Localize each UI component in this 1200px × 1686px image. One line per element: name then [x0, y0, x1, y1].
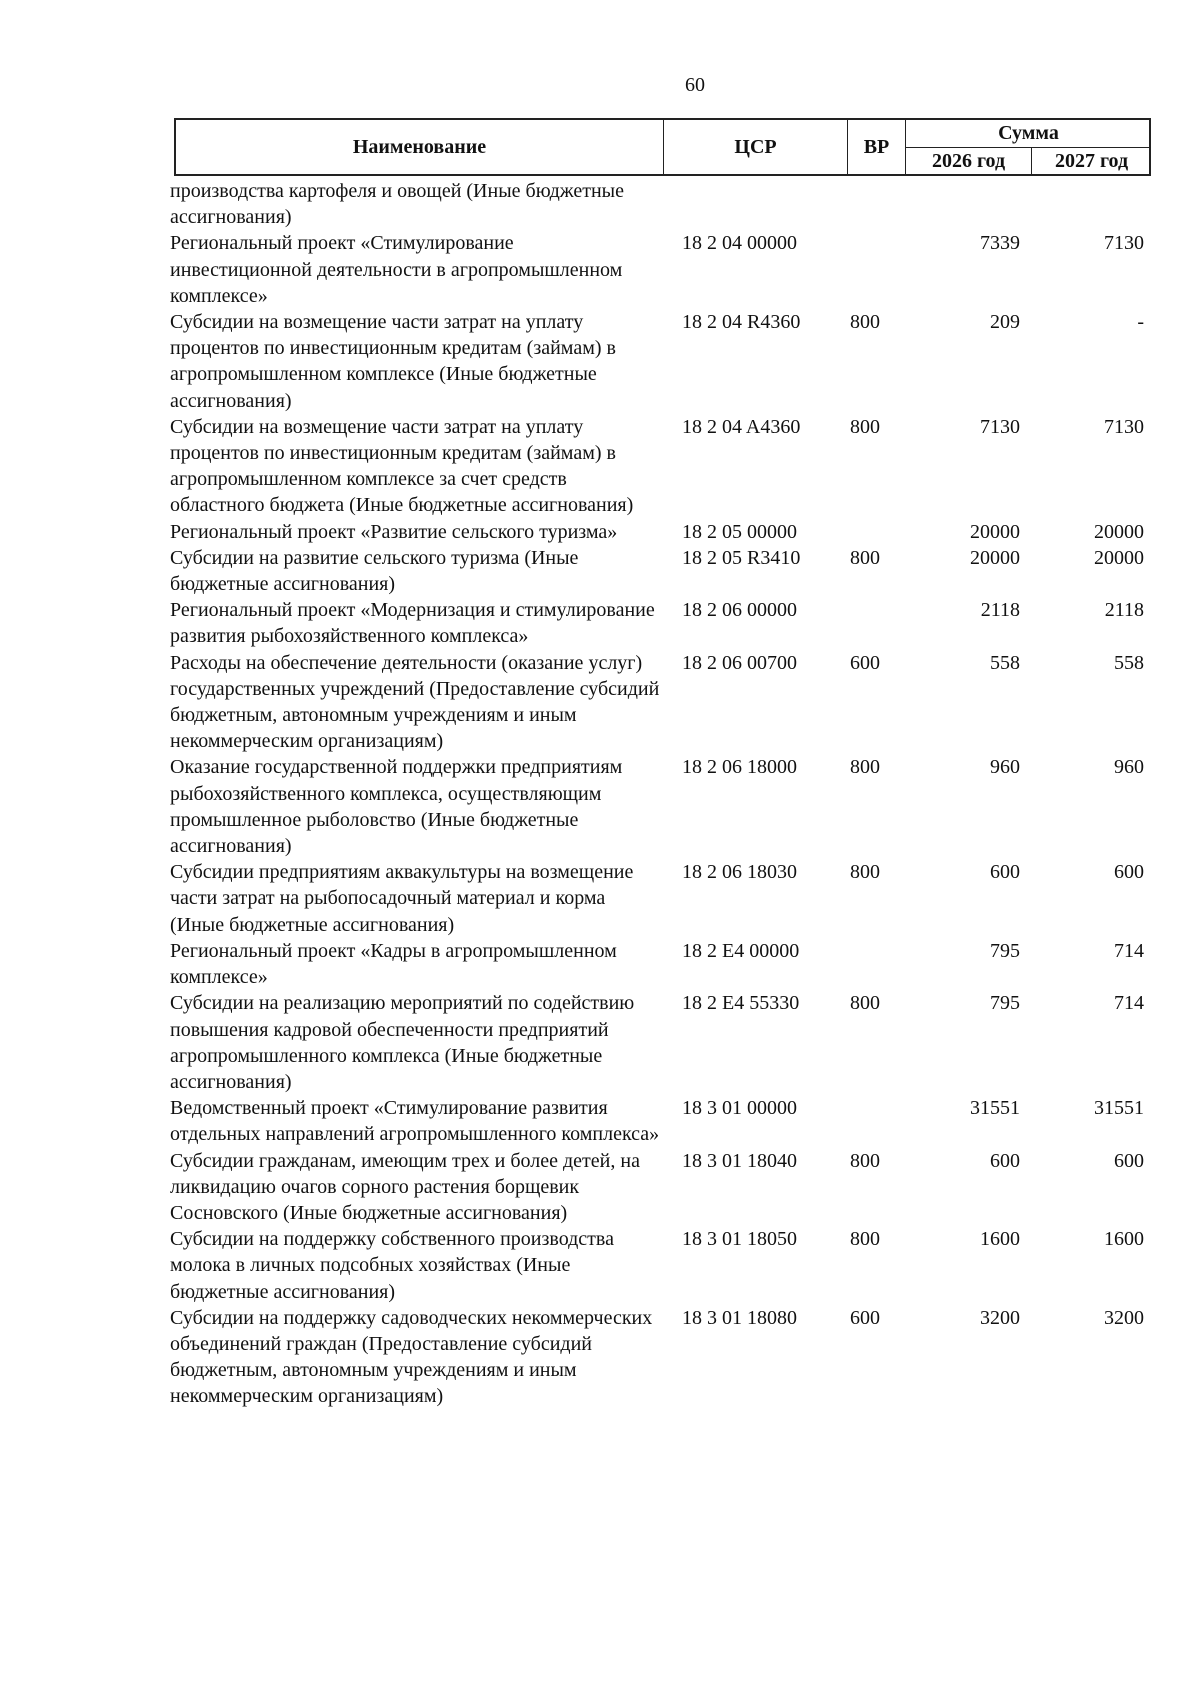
row-name: Ведомственный проект «Стимулирование развития отдельных направлений агропромышленного комплекса»	[170, 1097, 660, 1146]
header-name: Наименование	[176, 120, 664, 174]
row-amount-2027: -	[1137, 311, 1144, 334]
row-vr: 800	[850, 861, 880, 884]
row-name: Оказание государственной поддержки предприятиям рыбохозяйственного комплекса, осуществляющим промышленное рыболовство (Иные бюджетные ассигнования)	[170, 756, 623, 858]
row-amount-2026: 20000	[970, 546, 1020, 569]
row-csr: 18 2 05 00000	[682, 520, 797, 543]
row-amount-2026: 3200	[980, 1306, 1020, 1329]
row-vr: 800	[850, 546, 880, 569]
table-row	[170, 597, 1150, 649]
row-name: Региональный проект «Кадры в агропромышленном комплексе»	[170, 939, 617, 989]
table-row	[170, 519, 1150, 545]
row-csr: 18 3 01 18050	[682, 1228, 797, 1251]
row-vr: 800	[850, 756, 880, 779]
row-csr: 18 2 06 00700	[682, 651, 797, 674]
header-vr: ВР	[848, 120, 906, 174]
row-amount-2027: 714	[1114, 992, 1144, 1015]
table-row	[170, 1305, 1150, 1410]
row-csr: 18 2 04 R4360	[682, 311, 801, 334]
row-amount-2027: 20000	[1094, 520, 1144, 543]
table-row	[170, 309, 1150, 414]
row-amount-2027: 3200	[1104, 1306, 1144, 1329]
row-name: Региональный проект «Модернизация и стимулирование развития рыбохозяйственного комплекса»	[170, 599, 655, 648]
row-csr: 18 2 Е4 55330	[682, 992, 800, 1015]
row-name: Региональный проект «Стимулирование инвестиционной деятельности в агропромышленном комплексе»	[170, 232, 623, 307]
table-row	[170, 414, 1150, 519]
row-amount-2027: 1600	[1104, 1228, 1144, 1251]
row-amount-2027: 600	[1114, 1149, 1144, 1172]
table-header	[174, 118, 1151, 176]
row-vr: 800	[850, 1149, 880, 1172]
row-amount-2026: 2118	[980, 599, 1020, 622]
row-amount-2027: 2118	[1104, 599, 1144, 622]
row-csr: 18 3 01 18040	[682, 1149, 797, 1172]
table-row	[170, 650, 1150, 755]
row-amount-2027: 20000	[1094, 546, 1144, 569]
row-amount-2027: 960	[1114, 756, 1144, 779]
row-csr: 18 2 04 00000	[682, 232, 797, 255]
header-csr: ЦСР	[664, 120, 848, 174]
row-csr: 18 2 05 R3410	[682, 546, 801, 569]
table-row	[170, 990, 1150, 1095]
row-amount-2026: 600	[990, 1149, 1020, 1172]
row-amount-2027: 714	[1114, 939, 1144, 962]
row-amount-2026: 31551	[970, 1097, 1020, 1120]
table-body	[170, 178, 1150, 1410]
row-amount-2026: 7130	[980, 415, 1020, 438]
table-row	[170, 545, 1150, 597]
table-row	[170, 1095, 1150, 1147]
row-name: Региональный проект «Развитие сельского туризма»	[170, 520, 618, 543]
row-name: Субсидии на реализацию мероприятий по содействию повышения кадровой обеспеченности предприятий агропромышленного комплекса (Иные бюджетные ассигнования)	[170, 992, 635, 1093]
row-vr: 800	[850, 992, 880, 1015]
table-row	[170, 230, 1150, 309]
row-vr: 600	[850, 1306, 880, 1329]
row-amount-2027: 7130	[1104, 415, 1144, 438]
row-vr: 800	[850, 1228, 880, 1251]
row-amount-2026: 7339	[980, 232, 1020, 255]
row-name: Субсидии гражданам, имеющим трех и более детей, на ликвидацию очагов сорного растения борщевик Сосновского (Иные бюджетные ассигнования)	[170, 1149, 640, 1224]
row-name: Субсидии на поддержку собственного производства молока в личных подсобных хозяйствах (Иные бюджетные ассигнования)	[170, 1228, 614, 1303]
table-row	[170, 754, 1150, 859]
table-row	[170, 938, 1150, 990]
row-csr: 18 2 06 00000	[682, 599, 797, 622]
header-year-2027: 2027 год	[1054, 149, 1129, 172]
row-amount-2027: 31551	[1094, 1097, 1144, 1120]
row-name: Субсидии на развитие сельского туризма (Иные бюджетные ассигнования)	[170, 546, 579, 596]
row-amount-2026: 1600	[980, 1228, 1020, 1251]
row-amount-2026: 960	[990, 756, 1020, 779]
row-name: Субсидии на поддержку садоводческих некоммерческих объединений граждан (Предоставление субсидий бюджетным, автономным учреждениям и иным некоммерческим организациям)	[170, 1306, 653, 1408]
row-amount-2026: 558	[990, 651, 1020, 674]
row-amount-2026: 795	[990, 939, 1020, 962]
row-csr: 18 2 04 A4360	[682, 415, 801, 438]
row-amount-2026: 795	[990, 992, 1020, 1015]
row-csr: 18 2 06 18000	[682, 756, 797, 779]
row-amount-2027: 600	[1114, 861, 1144, 884]
row-name: Субсидии на возмещение части затрат на уплату процентов по инвестиционным кредитам (займам) в агропромышленном комплексе за счет средств областного бюджета (Иные бюджетные ассигнования)	[170, 415, 634, 517]
row-name: Субсидии на возмещение части затрат на уплату процентов по инвестиционным кредитам (займам) в агропромышленном комплексе (Иные бюджетные ассигнования)	[170, 311, 616, 412]
row-name: Расходы на обеспечение деятельности (оказание услуг) государственных учреждений (Предоставление субсидий бюджетным, автономным учреждениям и иным некоммерческим организациям)	[170, 651, 660, 753]
page-number: 60	[685, 74, 705, 96]
row-vr: 800	[850, 415, 880, 438]
table-row	[170, 859, 1150, 938]
table-row	[170, 1148, 1150, 1227]
header-year-2026: 2026 год	[906, 148, 1032, 174]
row-amount-2026: 600	[990, 861, 1020, 884]
row-name: Субсидии предприятиям аквакультуры на возмещение части затрат на рыбопосадочный материал и корма (Иные бюджетные ассигнования)	[170, 861, 634, 936]
row-vr: 600	[850, 651, 880, 674]
row-vr: 800	[850, 311, 880, 334]
row-amount-2026: 209	[990, 311, 1020, 334]
row-csr: 18 3 01 18080	[682, 1306, 797, 1329]
row-csr: 18 2 Е4 00000	[682, 939, 800, 962]
row-csr: 18 3 01 00000	[682, 1097, 797, 1120]
row-amount-2026: 20000	[970, 520, 1020, 543]
row-name: производства картофеля и овощей (Иные бюджетные ассигнования)	[170, 180, 624, 229]
table-row	[170, 1226, 1150, 1305]
row-amount-2027: 558	[1114, 651, 1144, 674]
header-sum: Сумма	[906, 120, 1151, 148]
row-csr: 18 2 06 18030	[682, 861, 797, 884]
row-amount-2027: 7130	[1104, 232, 1144, 255]
table-row	[170, 178, 1150, 230]
